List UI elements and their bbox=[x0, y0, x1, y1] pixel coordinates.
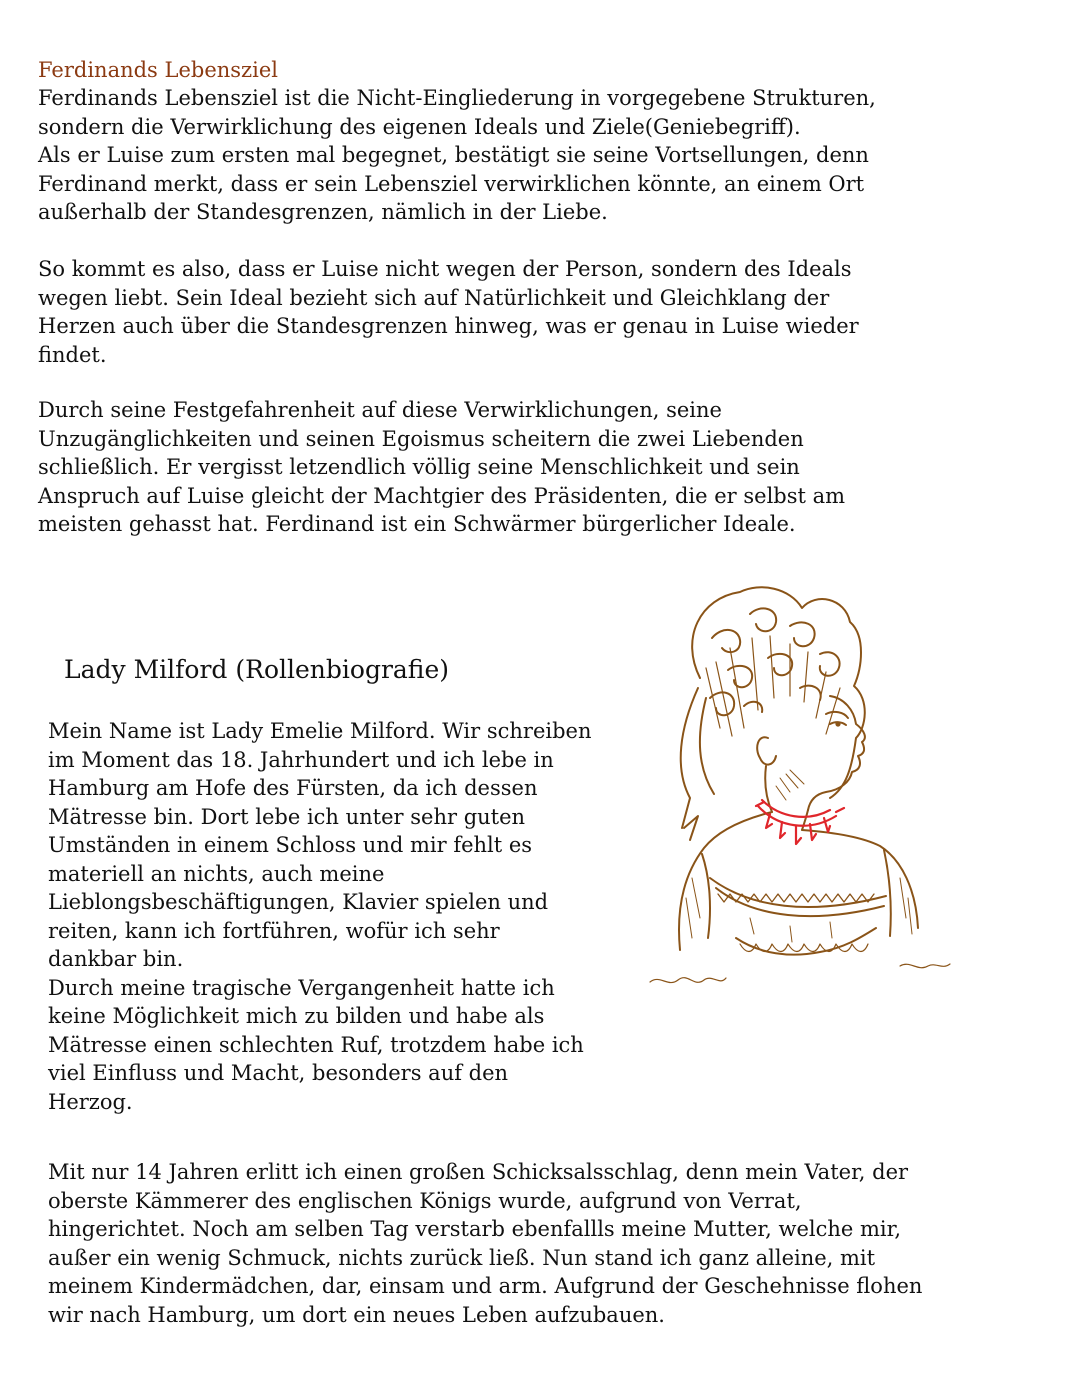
paragraph-ferdinand-1: Ferdinands Lebensziel ist die Nicht-Eingliederung in vorgegebene Strukturen, sondern die Verwirklichung des eigenen Ideals und Ziele(Geniebegriff). Als er Luise zum ersten mal begegnet, bestätigt sie seine Vortsellungen, denn Ferdinand merkt, dass er sein Lebensziel verwirklichen könnte, an einem Ort außerhalb der Standesgrenzen, nämlich in der Liebe. bbox=[38, 86, 876, 224]
section-title-lady-milford: Lady Milford (Rollenbiografie) bbox=[64, 655, 450, 684]
paragraph-ferdinand-3: Durch seine Festgefahrenheit auf diese Verwirklichungen, seine Unzugänglichkeiten und seinen Egoismus scheitern die zwei Liebenden schließlich. Er vergisst letzendlich völlig seine Menschlichkeit und sein Anspruch auf Luise gleicht der Machtgier des Präsidenten, die er selbst am meisten gehasst hat. Ferdinand ist ein Schwärmer bürgerlicher Ideale. bbox=[38, 398, 846, 536]
lady-milford-portrait bbox=[640, 578, 970, 998]
paragraph-milford-1: Mein Name ist Lady Emelie Milford. Wir schreiben im Moment das 18. Jahrhundert und ich lebe in Hamburg am Hofe des Fürsten, da ich dessen Mätresse bin. Dort lebe ich unter sehr guten Umständen in einem Schloss und mir fehlt es materiell an nichts, auch meine Lieblongsbeschäftigungen, Klavier spielen und reiten, kann ich fortführen, wofür ich sehr dankbar bin. Durch meine tragische Vergangenheit hatte ich keine Möglichkeit mich zu bilden und habe als Mätresse einen schlechten Ruf, trotzdem habe ich viel Einfluss und Macht, besonders auf den Herzog. bbox=[48, 719, 592, 1114]
section-title-ferdinand: Ferdinands Lebensziel bbox=[38, 58, 278, 82]
paragraph-ferdinand-2: So kommt es also, dass er Luise nicht wegen der Person, sondern des Ideals wegen liebt. Sein Ideal bezieht sich auf Natürlichkeit und Gleichklang der Herzen auch über die Standesgrenzen hinweg, was er genau in Luise wieder findet. bbox=[38, 257, 859, 367]
paragraph-milford-2: Mit nur 14 Jahren erlitt ich einen großen Schicksalsschlag, denn mein Vater, der oberste Kämmerer des englischen Königs wurde, aufgrund von Verrat, hingerichtet. Noch am selben Tag verstarb ebenfallls meine Mutter, welche mir, außer ein wenig Schmuck, nichts zurück ließ. Nun stand ich ganz alleine, mit meinem Kindermädchen, dar, einsam und arm. Aufgrund der Geschehnisse flohen wir nach Hamburg, um dort ein neues Leben aufzubauen. bbox=[48, 1160, 923, 1327]
necklace bbox=[756, 800, 844, 844]
